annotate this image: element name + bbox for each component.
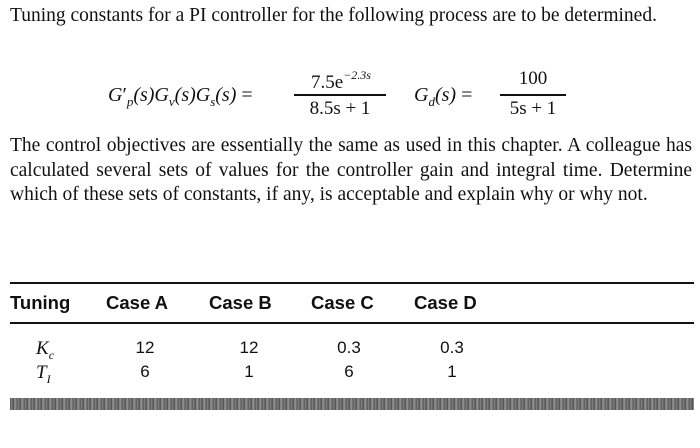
disturbance-equation-lhs: $G_d(s)$ =: [414, 84, 473, 109]
disturbance-fraction-bar: [500, 94, 566, 96]
table-cell: 0.3: [440, 338, 464, 357]
process-fraction-bar: [294, 94, 386, 96]
table-top-rule: [10, 282, 694, 284]
table-header-case-c: Case C: [311, 292, 374, 313]
table-bottom-rule: [10, 398, 694, 410]
process-numerator-exponent: −2.3s: [343, 68, 371, 82]
table-header-case-d: Case D: [414, 292, 477, 313]
disturbance-denominator: 5s + 1: [509, 98, 557, 119]
table-cell: 1: [244, 362, 254, 381]
table-cell: 6: [344, 362, 354, 381]
table-header-rule: [10, 322, 694, 324]
process-denominator: 8.5s + 1: [309, 98, 371, 119]
table-header-case-b: Case B: [209, 292, 272, 313]
process-equation-lhs: $G'_p(s)G_v(s)G_s(s)$ =: [108, 84, 253, 109]
table-row-label-kc: $K_c$: [36, 338, 55, 362]
table-cell: 6: [140, 362, 150, 381]
problem-objectives: The control objectives are essentially the same as used in this chapter. A colleague has calculated several sets of values for the controller gain and integral time. Determine which of these sets of constants, if any, is acceptable and explain why or why not.: [10, 135, 692, 205]
table-row-label-ti: $T_I$: [36, 362, 51, 386]
table-cell: 1: [447, 362, 457, 381]
disturbance-numerator: 100: [518, 68, 548, 89]
problem-intro: Tuning constants for a PI controller for the following process are to be determined.: [10, 5, 657, 26]
process-numerator: $7.5e^{-2.3s}$: [311, 68, 371, 93]
table-header-case-a: Case A: [106, 292, 169, 313]
table-cell: 12: [135, 338, 155, 357]
table-cell: 0.3: [337, 338, 361, 357]
table-header-tuning: Tuning: [10, 292, 71, 313]
table-cell: 12: [239, 338, 259, 357]
